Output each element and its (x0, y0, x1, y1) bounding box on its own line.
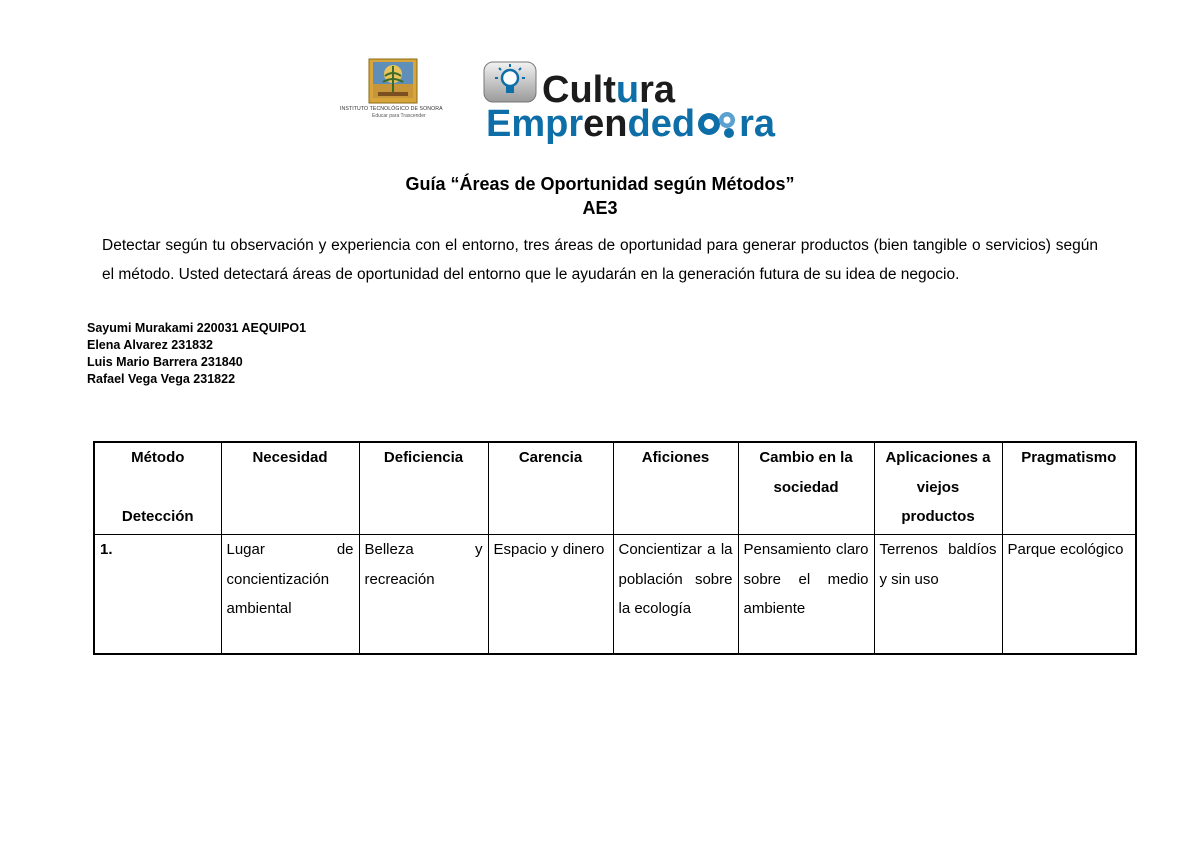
page-title: Guía “Áreas de Oportunidad según Métodos” (405, 174, 795, 194)
member-line: Rafael Vega Vega 231822 (87, 372, 236, 386)
header-necesidad: Necesidad (221, 442, 359, 535)
itson-name: INSTITUTO TECNOLÓGICO DE SONORA (340, 106, 443, 112)
header-aplicaciones: Aplicaciones a viejos productos (874, 442, 1002, 535)
cultura-emprendedora-logo (482, 60, 842, 144)
header-deficiencia: Deficiencia (359, 442, 488, 535)
cell-aficiones: Concientizar a la población sobre la ecología (613, 535, 738, 655)
itson-shield-icon (368, 58, 418, 104)
header-metodo: Método Detección (94, 442, 221, 535)
methods-table (93, 441, 1137, 655)
member-line: Luis Mario Barrera 231840 (87, 355, 243, 369)
cell-necesidad: Lugar de concientización ambiental (221, 535, 359, 655)
header-carencia: Carencia (488, 442, 613, 535)
page-subtitle: AE3 (582, 198, 618, 218)
table-header-row (94, 442, 1136, 535)
intro-paragraph: Detectar según tu observación y experiencia con el entorno, tres áreas de oportunidad para generar productos (bien tangible o servicios) según el método. Usted detectará áreas de oportunidad del entorno que le ayudarán en la generación futura de su idea de negocio. (102, 237, 1098, 283)
itson-motto: Educar para Trascender (372, 113, 426, 119)
member-line: Elena Alvarez 231832 (87, 338, 214, 352)
cell-pragmatismo: Parque ecológico (1002, 535, 1136, 655)
cell-cambio: Pensamiento claro sobre el medio ambiente (738, 535, 874, 655)
logo-word-emprendedora: Emprended ra (486, 103, 775, 145)
member-line: Sayumi Murakami 220031 AEQUIPO1 (87, 321, 307, 335)
cell-carencia: Espacio y dinero (488, 535, 613, 655)
header-deteccion: Detección (121, 507, 194, 525)
team-members (87, 320, 306, 388)
lightbulb-icon (482, 60, 538, 104)
cell-deficiencia: Belleza y recreación (359, 535, 488, 655)
cell-num: 1. (94, 535, 221, 655)
gears-icon (695, 106, 739, 140)
table-row (94, 535, 1136, 655)
logo-word-cultura: Cultura (542, 69, 676, 111)
header-cambio: Cambio en la sociedad (738, 442, 874, 535)
header-aficiones: Aficiones (613, 442, 738, 535)
itson-logo (338, 58, 450, 122)
header-pragmatismo: Pragmatismo (1002, 442, 1136, 535)
cell-aplicaciones: Terrenos baldíos y sin uso (874, 535, 1002, 655)
